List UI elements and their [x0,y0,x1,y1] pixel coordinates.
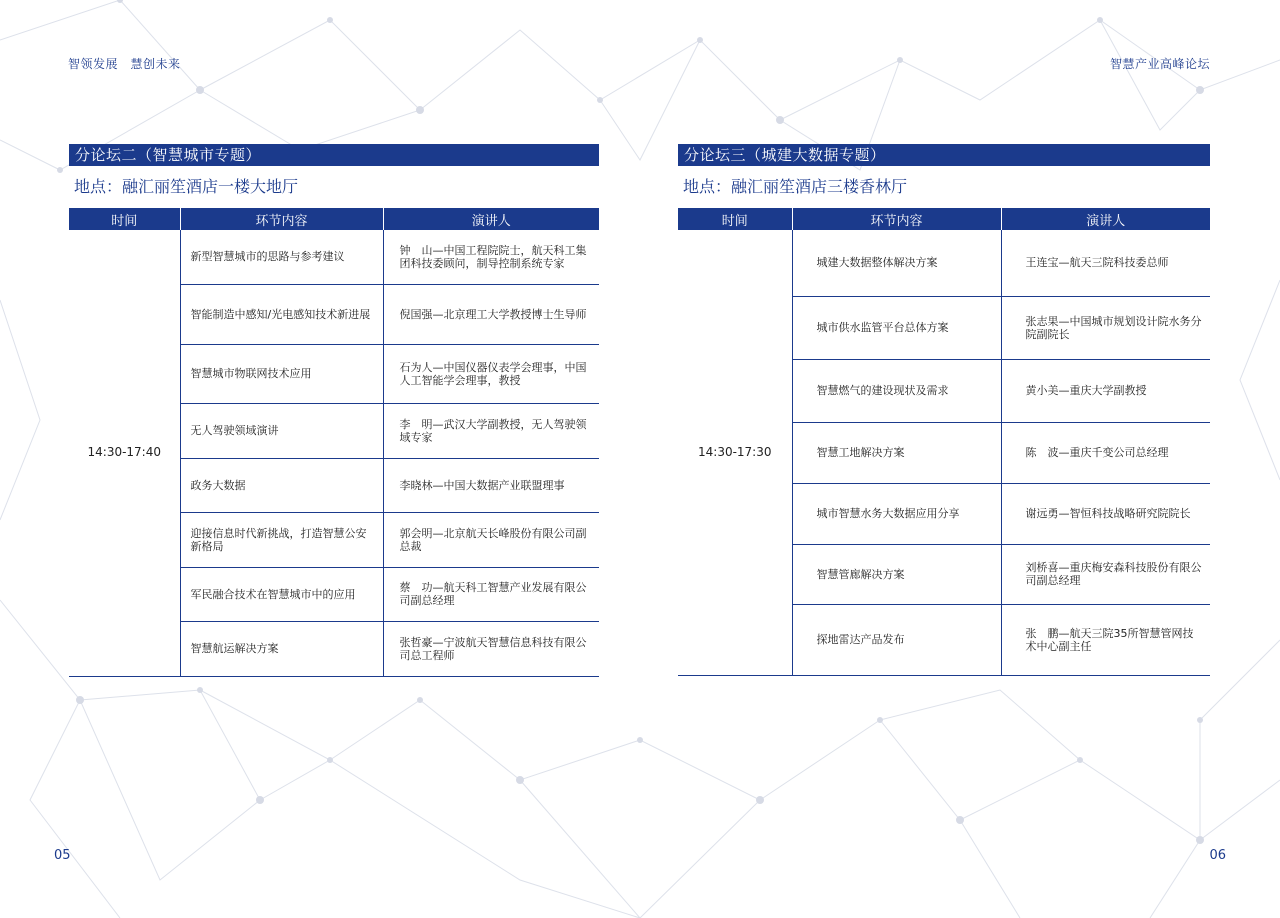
speaker-cell: 石为人—中国仪器仪表学会理事，中国人工智能学会理事，教授 [383,344,599,403]
table-header-row [678,208,1210,230]
speaker-cell: 王连宝—航天三院科技委总师 [1001,230,1210,296]
speaker-cell: 倪国强—北京理工大学教授博士生导师 [383,284,599,344]
speaker-cell: 李晓林—中国大数据产业联盟理事 [383,458,599,512]
table-row [69,230,599,284]
topic-cell: 城市供水监管平台总体方案 [792,296,1001,359]
column-header-speaker: 演讲人 [1001,208,1210,230]
topic-cell: 军民融合技术在智慧城市中的应用 [180,567,383,621]
topic-cell: 智能制造中感知/光电感知技术新进展 [180,284,383,344]
topic-cell: 探地雷达产品发布 [792,604,1001,675]
topic-cell: 城市智慧水务大数据应用分享 [792,483,1001,544]
forum3-title: 分论坛三（城建大数据专题） [678,144,1210,166]
topic-cell: 智慧工地解决方案 [792,422,1001,483]
speaker-cell: 郭会明—北京航天长峰股份有限公司副总裁 [383,512,599,567]
forum2-schedule-table [69,208,599,677]
topic-cell: 新型智慧城市的思路与参考建议 [180,230,383,284]
topic-cell: 政务大数据 [180,458,383,512]
speaker-cell: 张哲豪—宁波航天智慧信息科技有限公司总工程师 [383,621,599,676]
session-time: 14:30-17:40 [69,230,180,676]
header-slogan: 智领发展 慧创未来 [68,57,181,71]
header-forum-name: 智慧产业高峰论坛 [1109,57,1210,71]
table-header-row [69,208,599,230]
speaker-cell: 刘桥喜—重庆梅安森科技股份有限公司副总经理 [1001,544,1210,604]
topic-cell: 迎接信息时代新挑战，打造智慧公安新格局 [180,512,383,567]
forum2-panel [69,144,599,677]
topic-cell: 无人驾驶领域演讲 [180,403,383,458]
speaker-cell: 蔡 功—航天科工智慧产业发展有限公司副总经理 [383,567,599,621]
page-number-right: 06 [1209,848,1226,863]
speaker-cell: 谢远勇—智恒科技战略研究院院长 [1001,483,1210,544]
speaker-cell: 李 明—武汉大学副教授，无人驾驶领域专家 [383,403,599,458]
forum3-schedule-table [678,208,1210,676]
column-header-speaker: 演讲人 [383,208,599,230]
column-header-time: 时间 [69,208,180,230]
session-time: 14:30-17:30 [678,230,792,675]
topic-cell: 智慧航运解决方案 [180,621,383,676]
speaker-cell: 黄小美—重庆大学副教授 [1001,359,1210,422]
speaker-cell: 陈 波—重庆千变公司总经理 [1001,422,1210,483]
forum3-location: 地点：融汇丽笙酒店三楼香林厅 [683,177,908,196]
forum2-location: 地点：融汇丽笙酒店一楼大地厅 [74,177,299,196]
topic-cell: 智慧燃气的建设现状及需求 [792,359,1001,422]
table-row [678,230,1210,296]
topic-cell: 智慧城市物联网技术应用 [180,344,383,403]
column-header-topic: 环节内容 [792,208,1001,230]
topic-cell: 智慧管廊解决方案 [792,544,1001,604]
forum3-panel [678,144,1210,676]
speaker-cell: 钟 山—中国工程院院士，航天科工集团科技委顾问，制导控制系统专家 [383,230,599,284]
speaker-cell: 张 鹏—航天三院35所智慧管网技术中心副主任 [1001,604,1210,675]
topic-cell: 城建大数据整体解决方案 [792,230,1001,296]
page-number-left: 05 [54,848,71,863]
speaker-cell: 张志果—中国城市规划设计院水务分院副院长 [1001,296,1210,359]
column-header-topic: 环节内容 [180,208,383,230]
forum2-title: 分论坛二（智慧城市专题） [69,144,599,166]
column-header-time: 时间 [678,208,792,230]
